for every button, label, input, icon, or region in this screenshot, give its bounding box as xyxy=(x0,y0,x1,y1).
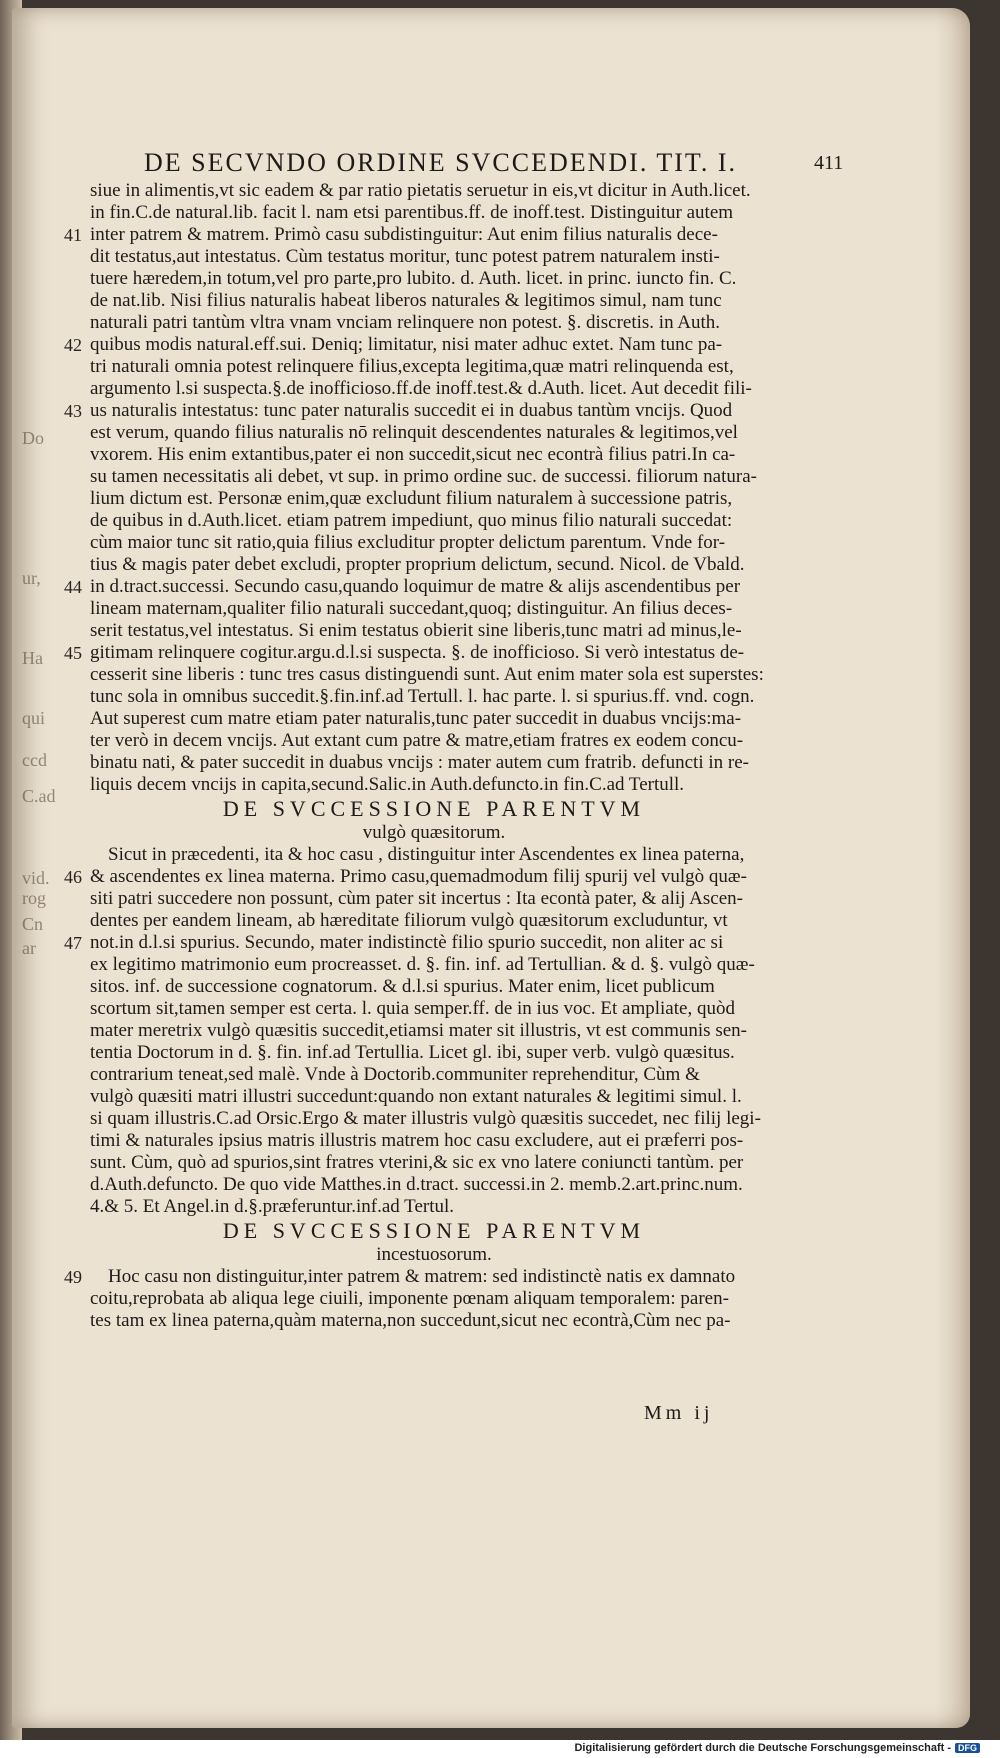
footer-bar xyxy=(0,1740,1000,1758)
text-line xyxy=(90,620,778,642)
text-line xyxy=(64,400,778,422)
text-line xyxy=(90,180,778,202)
line-text: Aut superest cum matre etiam pater naturalis,tunc pater succedit in duabus vncijs:ma- xyxy=(90,708,742,729)
text-line xyxy=(90,532,778,554)
text-line xyxy=(90,664,778,686)
line-text: quibus modis natural.eff.sui. Deniq; limitatur, nisi mater adhuc extet. Nam tunc pa- xyxy=(90,334,723,355)
text-line xyxy=(90,1174,778,1196)
line-text: cesserit sine liberis : tunc tres casus distinguendi sunt. Aut enim mater sola est superstes: xyxy=(90,664,764,685)
text-line xyxy=(64,334,778,356)
text-line xyxy=(90,554,778,576)
line-text: sitos. inf. de successione cognatorum. & d.l.si spurius. Mater enim, licet publicum xyxy=(90,976,715,997)
line-text: us naturalis intestatus: tunc pater naturalis succedit ei in duabus tantùm vncijs. Quod xyxy=(90,400,733,421)
spine-fragment: vid. xyxy=(22,868,50,888)
text-line xyxy=(90,598,778,620)
line-text: vulgò quæsiti matri illustri succedunt:quando non extant naturales & legitimi simul. l. xyxy=(90,1086,742,1107)
line-text: Sicut in præcedenti, ita & hoc casu , distinguitur inter Ascendentes ex linea paterna, xyxy=(108,844,745,865)
line-text: lineam maternam,qualiter filio naturali succedant,quoq; distinguitur. An filius deces- xyxy=(90,598,733,619)
line-text: ter verò in decem vncijs. Aut extant cum patre & matre,etiam fratres ex eodem concu- xyxy=(90,730,744,751)
text-line xyxy=(90,752,778,774)
text-line xyxy=(90,466,778,488)
section-heading: DE SVCCESSIONE PARENTVM xyxy=(222,796,646,821)
text-line xyxy=(90,998,778,1020)
line-text: tius & magis pater debet excludi, propter proprium delictum, secund. Nicol. de Vbald. xyxy=(90,554,745,575)
text-line xyxy=(90,312,778,334)
spine-fragment: qui xyxy=(22,708,46,728)
text-line xyxy=(90,1196,778,1218)
margin-number: 49 xyxy=(64,1267,82,1287)
text-line xyxy=(90,976,778,998)
line-text: su tamen necessitatis ali debet, vt sup. in primo ordine suc. de successi. filiorum natura- xyxy=(90,466,757,487)
line-text: coitu,reprobata ab aliqua lege ciuili, imponente pœnam aliquam temporalem: paren- xyxy=(90,1288,729,1309)
text-line xyxy=(90,378,778,400)
spine-fragment: C.ad xyxy=(22,786,56,806)
line-text: tri naturali omnia potest relinquere filius,excepta legitima,quæ matri relinquenda est, xyxy=(90,356,734,377)
margin-number: 46 xyxy=(64,867,82,887)
paragraph-block xyxy=(64,844,778,1218)
line-text: siue in alimentis,vt sic eadem & par ratio pietatis seruetur in eis,vt dicitur in Auth.licet. xyxy=(90,180,751,201)
text-line xyxy=(90,730,778,752)
spine-fragment: Ha xyxy=(22,648,43,668)
line-text: gitimam relinquere cogitur.argu.d.l.si suspecta. §. de inofficioso. Si verò intestatus de- xyxy=(90,642,745,663)
line-text: inter patrem & matrem. Primò casu subdistinguitur: Aut enim filius naturalis dece- xyxy=(90,224,718,245)
text-line xyxy=(90,1152,778,1174)
text-line xyxy=(90,888,778,910)
line-text: contrarium teneat,sed malè. Vnde à Doctorib.communiter reprehenditur, Cùm & xyxy=(90,1064,700,1085)
text-line xyxy=(90,488,778,510)
line-text: tunc sola in omnibus succedit.§.fin.inf.ad Tertull. l. hac parte. l. si spurius.ff. vnd. cogn. xyxy=(90,686,755,707)
spine-fragment: ccd xyxy=(22,750,47,770)
paragraph-block xyxy=(64,1266,778,1332)
text-line xyxy=(90,1020,778,1042)
footer-credit xyxy=(574,1742,980,1754)
running-title: DE SECVNDO ORDINE SVCCEDENDI. TIT. I. xyxy=(144,148,738,177)
text-line xyxy=(90,774,778,796)
line-text: d.Auth.defuncto. De quo vide Matthes.in d.tract. successi.in 2. memb.2.art.princ.num. xyxy=(90,1174,743,1195)
spine-fragment: ar xyxy=(22,938,36,958)
line-text: argumento l.si suspecta.§.de inofficioso.ff.de inoff.test.& d.Auth. licet. Aut decedit fili- xyxy=(90,378,752,399)
line-text: serit testatus,vel intestatus. Si enim testatus obierit sine liberis,tunc matri ad minus,le- xyxy=(90,620,742,641)
text-line xyxy=(90,844,778,866)
line-text: scortum sit,tamen semper est certa. l. quia semper.ff. de in ius voc. Et ampliate, quòd xyxy=(90,998,735,1019)
spine-fragment: rog xyxy=(22,888,46,908)
line-text: sunt. Cùm, quò ad spurios,sint fratres vterini,& sic ex vno latere coniuncti tantùm. per xyxy=(90,1152,744,1173)
text-line xyxy=(90,910,778,932)
line-text: dentes per eandem lineam, ab hæreditate filiorum vulgò quæsitorum excluduntur, vt xyxy=(90,910,728,931)
text-line xyxy=(64,866,778,888)
section-subheading: vulgò quæsitorum. xyxy=(362,822,506,843)
section-heading: DE SVCCESSIONE PARENTVM xyxy=(222,1218,646,1243)
text-line xyxy=(90,1086,778,1108)
footer-credit-text: Digitalisierung gefördert durch die Deutsche Forschungsgemeinschaft - xyxy=(574,1742,951,1754)
text-line xyxy=(90,290,778,312)
line-text: de quibus in d.Auth.licet. etiam patrem impediunt, quo minus filio naturali succedat: xyxy=(90,510,733,531)
text-line xyxy=(64,932,778,954)
page-number: 411 xyxy=(814,152,844,174)
page-edge-shadow xyxy=(936,8,970,1728)
line-text: lium dictum est. Personæ enim,quæ excludunt filium naturalem à successione patris, xyxy=(90,488,733,509)
text-line xyxy=(64,642,778,664)
body-text xyxy=(64,180,778,1332)
line-text: est verum, quando filius naturalis nō relinquit descendentes naturales & legitimos,vel xyxy=(90,422,738,443)
margin-number: 45 xyxy=(64,643,82,663)
paragraph-block xyxy=(64,180,778,796)
line-text: vxorem. His enim extantibus,pater ei non succedit,sicut nec econtrà filius patri.In ca- xyxy=(90,444,736,465)
line-text: de nat.lib. Nisi filius naturalis habeat liberos naturales & legitimos simul, nam tunc xyxy=(90,290,722,311)
text-line xyxy=(90,1288,778,1310)
text-line xyxy=(90,202,778,224)
line-text: in d.tract.successi. Secundo casu,quando loquimur de matre & alijs ascendentibus per xyxy=(90,576,741,597)
text-line xyxy=(90,1042,778,1064)
margin-number: 43 xyxy=(64,401,82,421)
text-line xyxy=(64,224,778,246)
spine-fragment: Cn xyxy=(22,914,44,934)
section-subheading: incestuosorum. xyxy=(376,1244,492,1265)
text-line xyxy=(90,356,778,378)
line-text: binatu nati, & pater succedit in duabus vncijs : mater autem cum fratrib. defuncti in re- xyxy=(90,752,749,773)
text-line xyxy=(90,954,778,976)
line-text: & ascendentes ex linea materna. Primo casu,quemadmodum filij spurij vel vulgò quæ- xyxy=(90,866,747,887)
line-text: in fin.C.de natural.lib. facit l. nam etsi parentibus.ff. de inoff.test. Distinguitur autem xyxy=(90,202,734,223)
text-line xyxy=(90,444,778,466)
text-line xyxy=(90,686,778,708)
line-text: ex legitimo matrimonio eum procreasset. d. §. fin. inf. ad Tertullian. & d. §. vulgò quæ- xyxy=(90,954,755,975)
line-text: mater meretrix vulgò quæsitis succedit,etiamsi mater sit illustris, vt est communis sen- xyxy=(90,1020,747,1041)
margin-number: 47 xyxy=(64,933,82,953)
text-line xyxy=(90,246,778,268)
spine-fragment: Do xyxy=(22,428,44,448)
margin-number: 42 xyxy=(64,335,82,355)
text-line xyxy=(64,576,778,598)
text-line xyxy=(90,708,778,730)
text-line xyxy=(90,422,778,444)
line-text: liquis decem vncijs in capita,secund.Salic.in Auth.defuncto.in fin.C.ad Tertull. xyxy=(90,774,685,795)
line-text: cùm maior tunc sit ratio,quia filius excluditur propter delictum parentum. Vnde for- xyxy=(90,532,726,553)
text-line xyxy=(90,510,778,532)
line-text: timi & naturales ipsius matris illustris matrem hoc casu excludere, aut ei præferri pos- xyxy=(90,1130,744,1151)
spine-fragment: ur, xyxy=(22,568,41,588)
line-text: tentia Doctorum in d. §. fin. inf.ad Tertullia. Licet gl. ibi, super verb. vulgò quæsitus. xyxy=(90,1042,735,1063)
line-text: si quam illustris.C.ad Orsic.Ergo & mater illustris vulgò quæsitis succedet, nec filij legi- xyxy=(90,1108,761,1129)
margin-number: 41 xyxy=(64,225,82,245)
line-text: siti patri succedere non possunt, cùm pater sit incertus : Ita econtà pater, & alij Ascen- xyxy=(90,888,743,909)
line-text: dit testatus,aut intestatus. Cùm testatus moritur, tunc potest patrem naturalem insti- xyxy=(90,246,720,267)
text-line xyxy=(90,1310,778,1332)
line-text: tes tam ex linea paterna,quàm materna,non succedunt,sicut nec econtrà,Cùm nec pa- xyxy=(90,1310,731,1331)
line-text: tuere hæredem,in totum,vel pro parte,pro lubito. d. Auth. licet. in princ. iuncto fin. C. xyxy=(90,268,737,289)
text-line xyxy=(90,1108,778,1130)
text-line xyxy=(64,1266,778,1288)
text-line xyxy=(90,268,778,290)
book-page xyxy=(12,8,970,1728)
line-text: Hoc casu non distinguitur,inter patrem & matrem: sed indistinctè natis ex damnato xyxy=(108,1266,736,1287)
line-text: naturali patri tantùm vltra vnam vnciam relinquere non potest. §. discretis. in Auth. xyxy=(90,312,721,333)
margin-number: 44 xyxy=(64,577,82,597)
dfg-logo: DFG xyxy=(955,1743,980,1753)
text-line xyxy=(90,1064,778,1086)
line-text: 4.& 5. Et Angel.in d.§.præferuntur.inf.ad Tertul. xyxy=(90,1196,455,1217)
text-line xyxy=(90,1130,778,1152)
signature-mark: Mm ij xyxy=(644,1402,714,1424)
line-text: not.in d.l.si spurius. Secundo, mater indistinctè filio spurio succedit, non aliter ac si xyxy=(90,932,724,953)
